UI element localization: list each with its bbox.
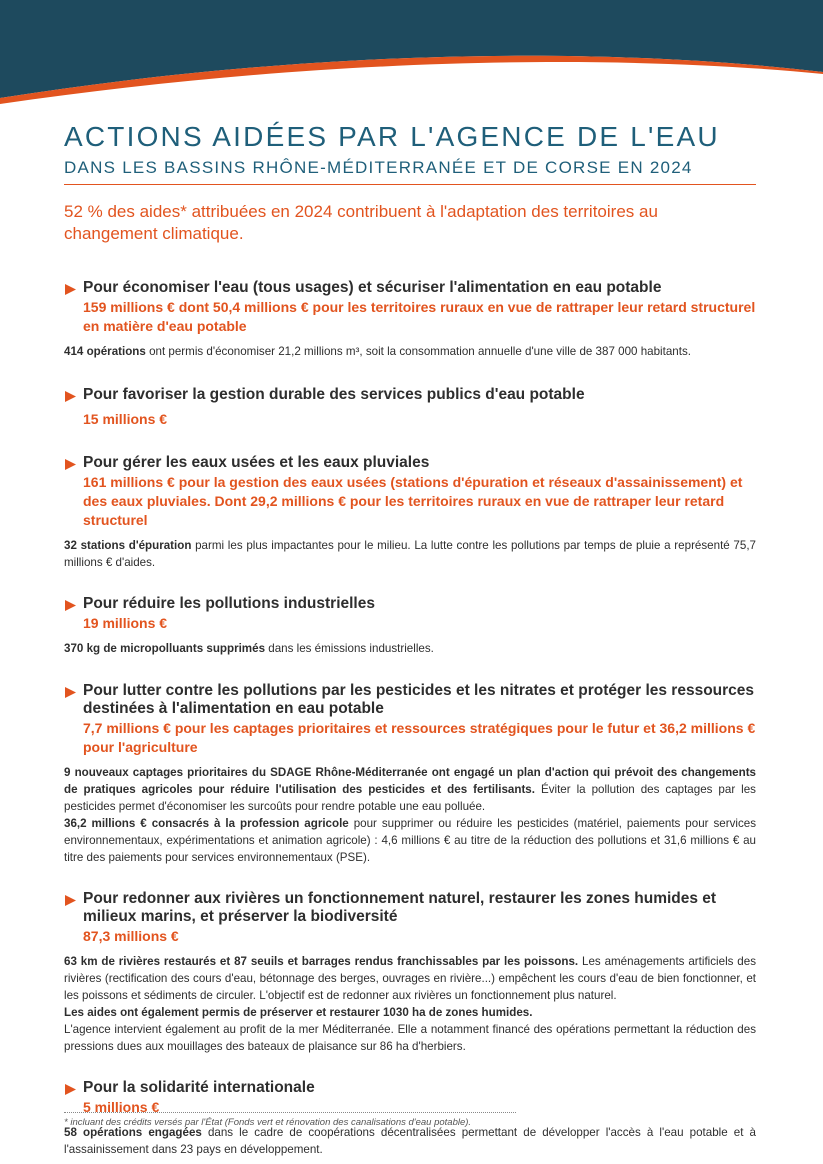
- triangle-bullet-icon: [64, 894, 77, 907]
- section-description: 370 kg de micropolluants supprimés dans les émissions industrielles.: [64, 642, 434, 655]
- page-title: ACTIONS AIDÉES PAR L'AGENCE DE L'EAU: [64, 121, 720, 152]
- section-amount: 87,3 millions €: [83, 928, 179, 944]
- section-drinking-water-services: [64, 386, 756, 429]
- section-amount: 19 millions €: [83, 615, 168, 631]
- section-amount: 159 millions € dont 50,4 millions € pour les territoires ruraux en vue de rattraper leur retard structurel en matière d'eau potable: [83, 299, 756, 334]
- section-description: 58 opérations engagées dans le cadre de coopérations décentralisées permettant de développer l'accès à l'eau potable et à l'assainissement dans 23 pays en développement.: [64, 1126, 756, 1156]
- section-pesticides-nitrates: [64, 682, 756, 866]
- section-heading: Pour la solidarité internationale: [83, 1079, 315, 1096]
- section-industrial-pollution: [64, 595, 756, 657]
- section-amount: 7,7 millions € pour les captages prioritaires et ressources stratégiques pour le futur et 36,2 millions € pour l'agriculture: [83, 720, 756, 755]
- section-rivers-biodiversity: [64, 890, 756, 1055]
- section-heading: Pour redonner aux rivières un fonctionnement naturel, restaurer les zones humides et milieux marins, et préserver la biodiversité: [83, 890, 717, 925]
- triangle-bullet-icon: [64, 390, 77, 403]
- header-band: [0, 0, 823, 110]
- footnote-divider: [64, 1112, 516, 1113]
- page-subtitle: DANS LES BASSINS RHÔNE-MÉDITERRANÉE ET DE CORSE EN 2024: [64, 158, 693, 177]
- section-description: 9 nouveaux captages prioritaires du SDAGE Rhône-Méditerranée ont engagé un plan d'action qui prévoit des changements de pratiques agricoles pour réduire l'utilisation des pesticides et des fertilisants. Éviter la pollution des captages par les pesticides permet d'économiser les surcoûts pour rendre potable une eau polluée. 36,2 millions € consacrés à la profession agricole pour supprimer ou réduire les pesticides (matériel, paiements pour services environnementaux, expérimentations et animation agricole) : 4,6 millions € au titre de la réduction des pollutions et 31,6 millions € au titre des paiements pour services environnementaux (PSE).: [64, 766, 756, 864]
- triangle-bullet-icon: [64, 1083, 77, 1096]
- section-description: 32 stations d'épuration parmi les plus impactantes pour le milieu. La lutte contre les pollutions par temps de pluie a représenté 75,7 millions € d'aides.: [64, 539, 756, 569]
- section-heading: Pour lutter contre les pollutions par les pesticides et les nitrates et protéger les ressources destinées à l'alimentation en eau potable: [83, 682, 755, 717]
- title-divider: [64, 184, 756, 185]
- page-content: [64, 120, 756, 1158]
- section-amount: 15 millions €: [83, 411, 168, 427]
- section-wastewater: [64, 454, 756, 571]
- section-heading: Pour réduire les pollutions industrielles: [83, 595, 375, 612]
- section-heading: Pour économiser l'eau (tous usages) et sécuriser l'alimentation en eau potable: [83, 279, 662, 296]
- triangle-bullet-icon: [64, 283, 77, 296]
- intro-text: 52 % des aides* attribuées en 2024 contribuent à l'adaptation des territoires au changement climatique.: [64, 202, 658, 243]
- section-amount: 161 millions € pour la gestion des eaux usées (stations d'épuration et réseaux d'assainissement) et des eaux pluviales. Dont 29,2 millions € pour les territoires ruraux en vue de rattraper leur retard structurel: [83, 474, 743, 528]
- section-heading: Pour favoriser la gestion durable des services publics d'eau potable: [83, 386, 585, 403]
- section-heading: Pour gérer les eaux usées et les eaux pluviales: [83, 454, 430, 471]
- triangle-bullet-icon: [64, 458, 77, 471]
- triangle-bullet-icon: [64, 599, 77, 612]
- section-description: 414 opérations ont permis d'économiser 21,2 millions m³, soit la consommation annuelle d'une ville de 387 000 habitants.: [64, 345, 691, 358]
- footnote: * incluant des crédits versés par l'État (Fonds vert et rénovation des canalisations d'eau potable).: [64, 1117, 472, 1128]
- section-water-saving: [64, 279, 756, 360]
- section-amount: 5 millions €: [83, 1099, 160, 1115]
- triangle-bullet-icon: [64, 686, 77, 699]
- section-description: 63 km de rivières restaurés et 87 seuils et barrages rendus franchissables par les poissons. Les aménagements artificiels des rivières (rectification des cours d'eau, bétonnage des berges, ouvrages en rivière...) empêchent les cours d'eau de bien fonctionner, et les poissons et sédiments de circuler. L'objectif est de redonner aux rivières un fonctionnement plus naturel. Les aides ont également permis de préserver et restaurer 1030 ha de zones humides. L'agence intervient également au profit de la mer Méditerranée. Elle a notamment financé des opérations permettant la réduction des pressions dues aux mouillages des bateaux de plaisance sur 86 ha d'herbiers.: [64, 955, 756, 1053]
